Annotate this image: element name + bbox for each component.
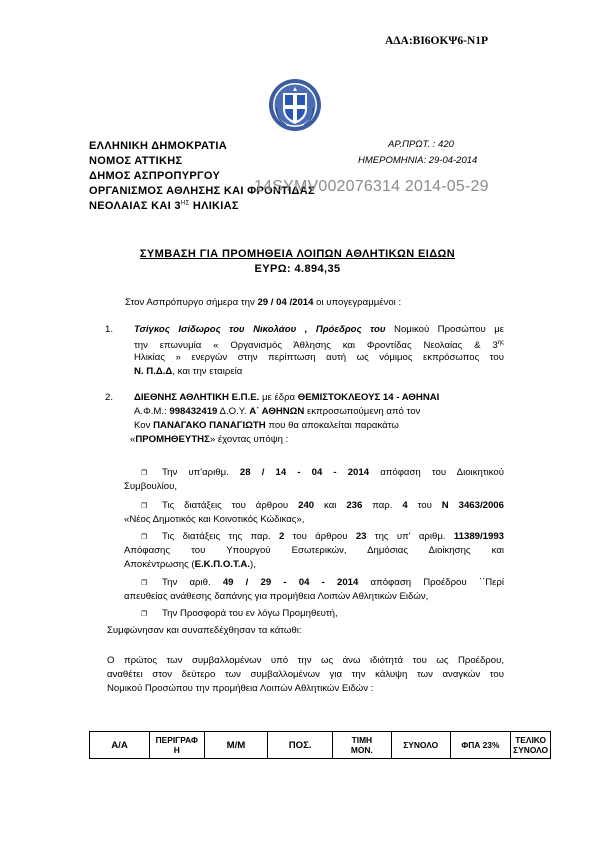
consideration-1: Την υπ'αριθμ. 28 / 14 - 04 - 2014 απόφαση του Διοικητικού bbox=[162, 467, 505, 478]
col-unit: Μ/Μ bbox=[204, 732, 268, 759]
party2-role: «ΠΡΟΜΗΘΕΥΤΗΣ» έχοντας υπόψη : bbox=[130, 434, 289, 445]
intro-line: Στον Ασπρόπυργο σήμερα την 29 / 04 /2014 οι υπογεγραμμένοι : bbox=[125, 297, 402, 308]
protocol-number: ΑΡ.ΠΡΩΤ. : 420 bbox=[388, 139, 454, 150]
consideration-3-line2: Απόφασης του Υπουργού Εσωτερικών, Δημόσιας Διοίκησης και bbox=[124, 545, 504, 556]
header-prefecture: ΝΟΜΟΣ ΑΤΤΙΚΗΣ bbox=[89, 155, 183, 167]
consideration-4: Την αριθ. 49 / 29 - 04 - 2014 απόφαση Προέδρου ΄΄Περί bbox=[162, 577, 505, 588]
col-total: ΣΥΝΟΛΟ bbox=[391, 732, 450, 759]
party1-line3: Ηλικίας » ενεργών στην περίπτωση αυτή ως νόμιμος εκπρόσωπος του bbox=[134, 352, 504, 363]
bullet-icon: ❐ bbox=[141, 503, 148, 510]
document-date: ΗΜΕΡΟΜΗΝΙΑ: 29-04-2014 bbox=[358, 155, 478, 166]
consideration-3-line3: Αποκέντρωσης (Ε.Κ.Π.Ο.Τ.Α.), bbox=[124, 559, 256, 570]
consideration-2-line2: «Νέος Δημοτικός και Κοινοτικός Κώδικας», bbox=[124, 514, 305, 525]
contract-title: ΣΥΜΒΑΣΗ ΓΙΑ ΠΡΟΜΗΘΕΙΑ ΛΟΙΠΩΝ ΑΘΛΗΤΙΚΩΝ ΕΙΔΩΝ bbox=[139, 248, 456, 260]
party1-number: 1. bbox=[105, 324, 114, 335]
col-aa: Α/Α bbox=[90, 732, 150, 759]
col-final-total: ΤΕΛΙΚΟ ΣΥΝΟΛΟ bbox=[511, 732, 551, 759]
bullet-icon: ❐ bbox=[141, 470, 148, 477]
header-municipality: ΔΗΜΟΣ ΑΣΠΡΟΠΥΡΓΟΥ bbox=[89, 170, 221, 182]
header-organization: ΟΡΓΑΝΙΣΜΟΣ ΑΘΛΗΣΗΣ ΚΑΙ ΦΡΟΝΤΙΔΑΣ bbox=[89, 185, 315, 197]
party1-line2: την επωνυμία « Οργανισμός Άθλησης και Φροντίδας Νεολαίας & $3^{\eta\varsigma}$ bbox=[134, 340, 504, 352]
header-organization-line2: ΝΕΟΛΑΙΑΣ ΚΑΙ $3^{H\Sigma}$ ΗΛΙΚΙΑΣ bbox=[89, 200, 239, 212]
closing-line2: αναθέτει στον δεύτερο των συμβαλλομένων για την κάλυψη των αναγκών του bbox=[107, 669, 504, 680]
party1-line1: Τσίγκος Ισίδωρος του Νικολάου , Πρόεδρος του Νομικού Προσώπου με bbox=[134, 324, 504, 335]
party2-representative: Κον ΠΑΝΑΓΑΚΟ ΠΑΝΑΓΙΩΤΗ που θα αποκαλείται παρακάτω bbox=[134, 420, 399, 431]
party2-line2: Α.Φ.Μ.: 998432419 Δ.Ο.Υ. Α΄ ΑΘΗΝΩΝ εκπροσωπούμενη από τον bbox=[134, 406, 421, 417]
ada-code: ΑΔΑ:ΒΙ6ΟΚΨ6-Ν1Ρ bbox=[385, 35, 489, 47]
bullet-icon: ❐ bbox=[141, 534, 148, 541]
consideration-3: Τις διατάξεις της παρ. 2 του άρθρου 23 της υπ' αριθμ. 11389/1993 bbox=[162, 531, 504, 542]
bullet-icon: ❐ bbox=[141, 580, 148, 587]
table-header-row bbox=[90, 732, 551, 759]
consideration-1-line2: Συμβουλίου, bbox=[124, 481, 177, 492]
party2-line1: ΔΙΕΘΝΗΣ ΑΘΛΗΤΙΚΗ Ε.Π.Ε. με έδρα ΘΕΜΙΣΤΟΚΛΕΟΥΣ 14 - ΑΘΗΝΑΙ bbox=[134, 392, 440, 403]
watermark: 14SYMV002076314 2014-05-29 bbox=[254, 178, 489, 195]
contract-amount: ΕΥΡΩ: 4.894,35 bbox=[254, 263, 341, 275]
greek-coat-of-arms-icon bbox=[268, 78, 322, 132]
consideration-2: Τις διατάξεις του άρθρου 240 και 236 παρ. 4 του Ν 3463/2006 bbox=[162, 500, 504, 511]
consideration-4-line2: απευθείας ανάθεσης δαπάνης για προμήθεια Λοιπών Αθλητικών Ειδών, bbox=[124, 591, 429, 602]
consideration-5: Την Προσφορά του εν λόγω Προμηθευτή, bbox=[162, 608, 338, 619]
header-republic: ΕΛΛΗΝΙΚΗ ΔΗΜΟΚΡΑΤΙΑ bbox=[89, 140, 227, 152]
col-unit-price: ΤΙΜΗ ΜΟΝ. bbox=[332, 732, 391, 759]
col-description: ΠΕΡΙΓΡΑΦ Η bbox=[150, 732, 205, 759]
bullet-icon: ❐ bbox=[141, 611, 148, 618]
party1-line4: Ν. Π.Δ.Δ, και την εταιρεία bbox=[134, 366, 243, 377]
closing-line3: Νομικού Προσώπου την προμήθεια Λοιπών Αθλητικών Ειδών : bbox=[107, 683, 374, 694]
agreed-line: Συμφώνησαν και συναπεδέχθησαν τα κάτωθι: bbox=[107, 625, 302, 636]
closing-line1: Ο πρώτος των συμβαλλομένων υπό την ως άνω ιδιότητά του ως Προέδρου, bbox=[107, 655, 504, 666]
col-vat: ΦΠΑ 23% bbox=[450, 732, 511, 759]
items-table bbox=[89, 731, 551, 759]
party2-number: 2. bbox=[105, 392, 114, 403]
col-quantity: ΠΟΣ. bbox=[268, 732, 333, 759]
